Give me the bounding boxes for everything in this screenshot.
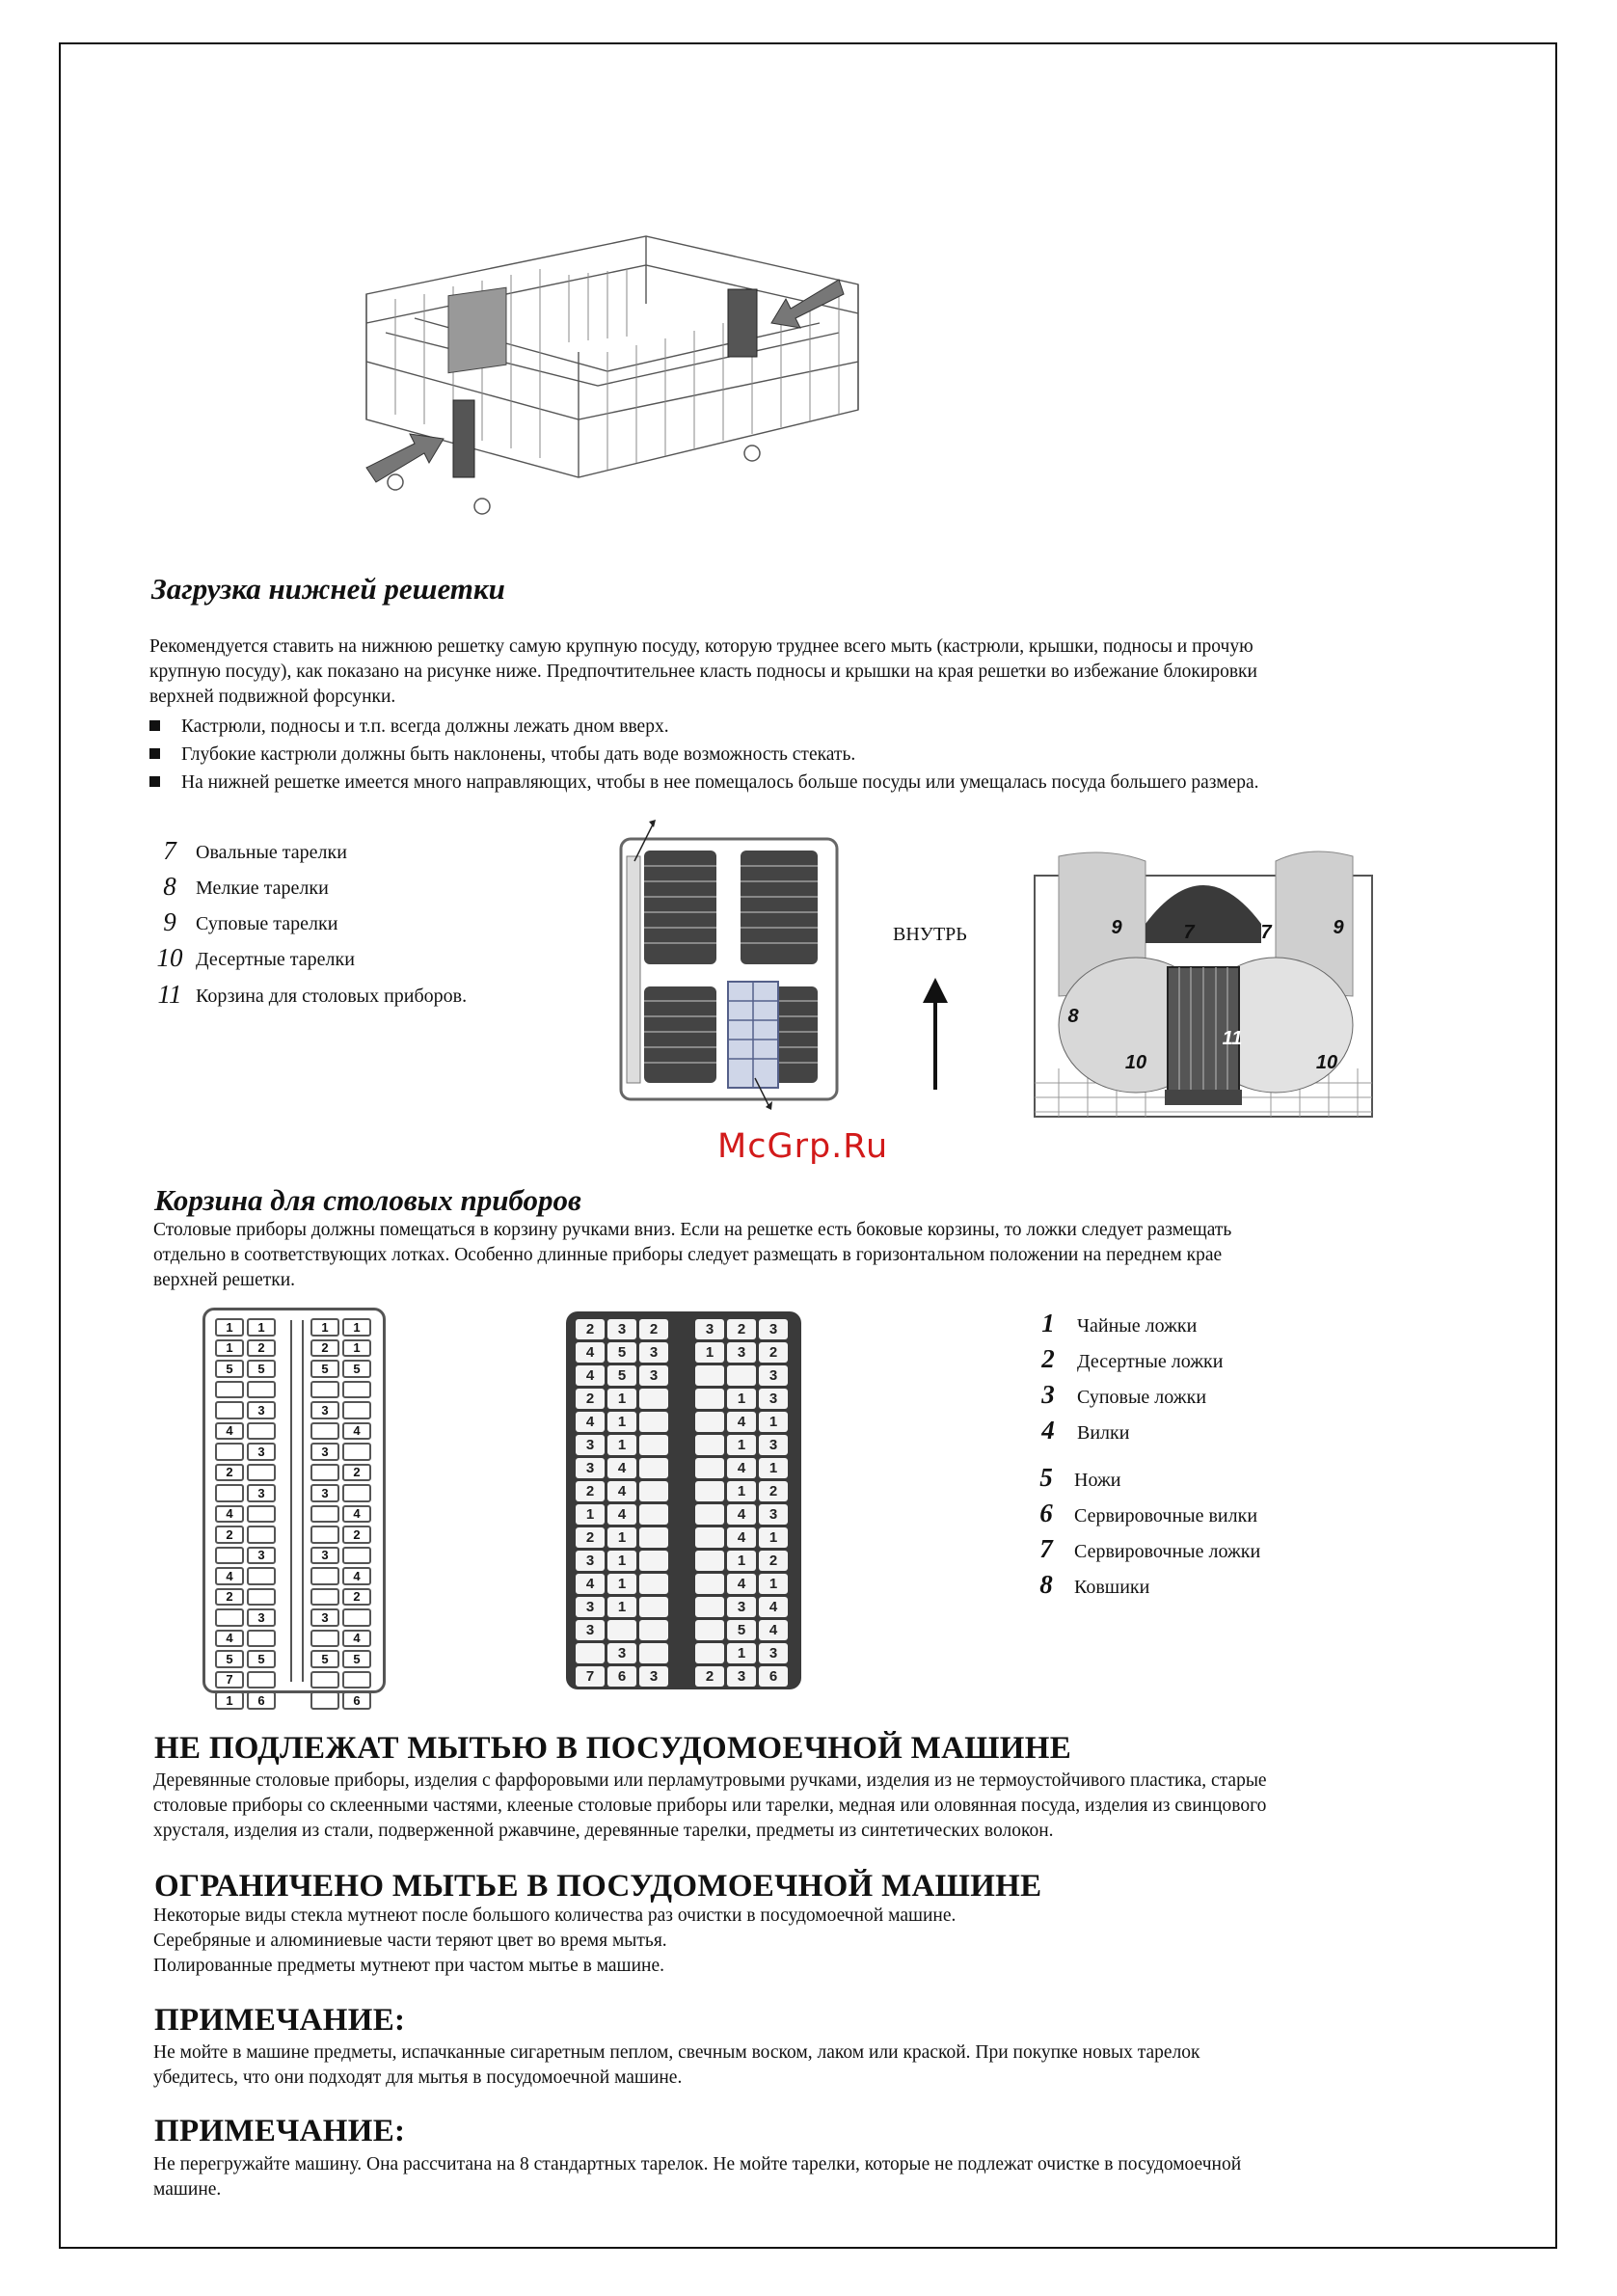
basket-cell: 3 xyxy=(247,1401,276,1419)
legend-label: Ножи xyxy=(1074,1470,1121,1491)
basket-cell: 2 xyxy=(576,1389,605,1409)
basket-cell: 4 xyxy=(215,1567,244,1585)
rack-number: 11 xyxy=(1222,1028,1243,1049)
basket-cell xyxy=(247,1381,276,1399)
basket-cell xyxy=(639,1412,668,1432)
basket-cell xyxy=(639,1527,668,1548)
basket-cell: 7 xyxy=(576,1666,605,1687)
basket-cell: 2 xyxy=(247,1339,276,1358)
basket-cell: 2 xyxy=(342,1526,371,1544)
basket-cell: 3 xyxy=(759,1365,788,1386)
basket-cell: 3 xyxy=(576,1620,605,1640)
basket-cell xyxy=(695,1551,724,1571)
basket-cell: 6 xyxy=(247,1691,276,1710)
basket-cell: 3 xyxy=(727,1342,756,1363)
rack-number: 7 xyxy=(1207,852,1219,874)
basket-cell: 5 xyxy=(215,1650,244,1668)
basket-cell: 4 xyxy=(576,1412,605,1432)
bullet-square-icon xyxy=(149,776,160,787)
basket-cell xyxy=(247,1567,276,1585)
basket-cell: 3 xyxy=(727,1597,756,1617)
legend-label: Ковшики xyxy=(1074,1577,1150,1598)
basket-cell: 6 xyxy=(759,1666,788,1687)
basket-cell: 3 xyxy=(639,1666,668,1687)
basket-cell xyxy=(695,1481,724,1501)
paragraph-line: верхней подвижной форсунки. xyxy=(149,687,396,707)
basket-cell: 1 xyxy=(727,1389,756,1409)
paragraph-line: крупную посуду), как показано на рисунке ниже. Предпочтительнее класть подносы и крышки на края решетки во избежание блокировки xyxy=(149,662,1257,682)
watermark: McGrp.Ru xyxy=(717,1127,889,1166)
basket-cell: 2 xyxy=(310,1339,339,1358)
basket-cell: 3 xyxy=(607,1319,636,1339)
basket-cell: 1 xyxy=(342,1339,371,1358)
basket-cell: 5 xyxy=(727,1620,756,1640)
basket-cell: 1 xyxy=(607,1412,636,1432)
basket-cell: 2 xyxy=(342,1588,371,1607)
legend-label: Мелкие тарелки xyxy=(196,878,329,899)
basket-cell xyxy=(695,1597,724,1617)
basket-cell: 5 xyxy=(342,1650,371,1668)
legend-number: 11 xyxy=(157,980,182,1009)
basket-cell xyxy=(727,1365,756,1386)
basket-cell xyxy=(607,1620,636,1640)
section-paragraph xyxy=(153,1769,1267,1844)
cutlery-basket-right xyxy=(566,1311,801,1689)
legend-number: 8 xyxy=(1039,1570,1053,1599)
basket-cell xyxy=(247,1422,276,1441)
legend-label: Десертные ложки xyxy=(1077,1351,1224,1372)
basket-cell xyxy=(576,1643,605,1663)
basket-cell: 5 xyxy=(607,1365,636,1386)
basket-cell: 1 xyxy=(727,1435,756,1455)
basket-cell: 4 xyxy=(215,1422,244,1441)
basket-cell: 4 xyxy=(576,1365,605,1386)
basket-cell: 1 xyxy=(607,1389,636,1409)
basket-cell xyxy=(342,1401,371,1419)
basket-cell xyxy=(342,1381,371,1399)
basket-cell xyxy=(695,1620,724,1640)
basket-cell: 2 xyxy=(759,1481,788,1501)
basket-cell: 1 xyxy=(215,1339,244,1358)
legend-number: 9 xyxy=(163,907,176,936)
basket-cell: 1 xyxy=(607,1435,636,1455)
rack-number: 8 xyxy=(1067,1006,1079,1027)
basket-cell xyxy=(310,1588,339,1607)
basket-cell: 1 xyxy=(727,1643,756,1663)
basket-cell: 1 xyxy=(215,1318,244,1337)
legend-label: Суповые ложки xyxy=(1077,1387,1207,1408)
basket-cell: 1 xyxy=(607,1551,636,1571)
bullet-item: Глубокие кастрюли должны быть наклонены, чтобы дать воде возможность стекать. xyxy=(149,744,855,766)
rack-number: 9 xyxy=(1111,917,1122,938)
basket-cell xyxy=(695,1435,724,1455)
legend-number: 6 xyxy=(1039,1499,1053,1527)
basket-cell xyxy=(695,1504,724,1525)
paragraph-line: Деревянные столовые приборы, изделия с фарфоровыми или перламутровыми ручками, изделия из не термоустойчивого пластика, старые xyxy=(153,1770,1267,1791)
legend-number: 7 xyxy=(1039,1534,1053,1563)
basket-cell: 4 xyxy=(576,1574,605,1594)
basket-cell xyxy=(342,1671,371,1689)
basket-cell xyxy=(639,1551,668,1571)
basket-cell: 3 xyxy=(759,1643,788,1663)
basket-cell xyxy=(310,1671,339,1689)
bullet-square-icon xyxy=(149,748,160,759)
basket-cell xyxy=(215,1401,244,1419)
basket-cell: 3 xyxy=(759,1435,788,1455)
paragraph-line: Не мойте в машине предметы, испачканные сигаретным пеплом, свечным воском, лаком или краской. При покупке новых тарелок xyxy=(153,2042,1200,2063)
basket-cell: 3 xyxy=(695,1319,724,1339)
legend-label: Суповые тарелки xyxy=(196,913,338,934)
basket-cell xyxy=(310,1567,339,1585)
basket-cell xyxy=(342,1443,371,1461)
section-paragraph xyxy=(153,2152,1241,2202)
basket-cell: 4 xyxy=(727,1527,756,1548)
bullet-item: На нижней решетке имеется много направляющих, чтобы в нее помещалось больше посуды или умещалась посуда большего размера. xyxy=(149,772,1258,794)
section-title-cutlery-basket: Корзина для столовых приборов xyxy=(154,1183,581,1217)
legend-label: Овальные тарелки xyxy=(196,842,347,863)
basket-cell: 1 xyxy=(310,1318,339,1337)
basket-cell xyxy=(639,1643,668,1663)
rack-number: 10 xyxy=(1315,1052,1338,1073)
basket-cell: 1 xyxy=(695,1342,724,1363)
section-paragraph xyxy=(153,1218,1231,1293)
paragraph-line: столовые приборы со склеенными частями, клееные столовые приборы или тарелки, медная или оловянная посуда, изделия из свинцового xyxy=(153,1796,1267,1816)
basket-cell: 3 xyxy=(576,1551,605,1571)
paragraph-line: Серебряные и алюминиевые части теряют цвет во время мытья. xyxy=(153,1931,667,1951)
basket-cell: 4 xyxy=(759,1620,788,1640)
paragraph-line: верхней решетки. xyxy=(153,1270,296,1290)
basket-cell: 2 xyxy=(576,1319,605,1339)
legend-number: 4 xyxy=(1041,1416,1055,1445)
basket-cell xyxy=(695,1365,724,1386)
basket-cell xyxy=(215,1608,244,1627)
basket-cell: 3 xyxy=(247,1443,276,1461)
basket-cell: 4 xyxy=(607,1458,636,1478)
basket-cell: 4 xyxy=(727,1458,756,1478)
legend-number: 5 xyxy=(1039,1463,1053,1492)
section-title-note: ПРИМЕЧАНИЕ: xyxy=(154,2114,406,2148)
paragraph-line: Не перегружайте машину. Она рассчитана на 8 стандартных тарелок. Не мойте тарелки, которые не подлежат очистке в посудомоечной xyxy=(153,2154,1242,2174)
legend-label: Чайные ложки xyxy=(1077,1315,1198,1337)
basket-cell: 1 xyxy=(247,1318,276,1337)
basket-cell xyxy=(310,1526,339,1544)
basket-cell: 3 xyxy=(310,1443,339,1461)
basket-cell: 1 xyxy=(759,1412,788,1432)
basket-cell xyxy=(639,1504,668,1525)
legend-label: Сервировочные вилки xyxy=(1074,1505,1258,1526)
rack-number: 7 xyxy=(1183,922,1195,943)
legend-number: 1 xyxy=(1041,1309,1055,1337)
section-paragraph xyxy=(153,2040,1200,2091)
basket-cell: 5 xyxy=(247,1360,276,1378)
basket-cell: 1 xyxy=(607,1597,636,1617)
legend-label: Сервировочные ложки xyxy=(1074,1541,1261,1562)
legend-number: 7 xyxy=(163,836,176,865)
basket-cell: 3 xyxy=(576,1435,605,1455)
basket-cell: 4 xyxy=(215,1505,244,1524)
basket-cell: 2 xyxy=(215,1526,244,1544)
legend-number: 10 xyxy=(156,943,183,972)
basket-cell xyxy=(310,1630,339,1648)
rack-top-view-diagram xyxy=(615,818,843,1112)
paragraph-line: убедитесь, что они подходят для мытья в посудомоечной машине. xyxy=(153,2067,683,2088)
basket-cell xyxy=(695,1389,724,1409)
basket-cell xyxy=(695,1574,724,1594)
basket-cell: 4 xyxy=(607,1481,636,1501)
basket-cell xyxy=(247,1630,276,1648)
basket-cell xyxy=(639,1597,668,1617)
basket-cell xyxy=(247,1526,276,1544)
section-title-note: ПРИМЕЧАНИЕ: xyxy=(154,2003,406,2038)
basket-cell: 1 xyxy=(607,1527,636,1548)
basket-cell: 3 xyxy=(639,1342,668,1363)
section-title-limited: ОГРАНИЧЕНО МЫТЬЕ В ПОСУДОМОЕЧНОЙ МАШИНЕ xyxy=(154,1869,1042,1904)
basket-divider xyxy=(290,1320,304,1682)
basket-cell: 1 xyxy=(607,1574,636,1594)
paragraph-line: Некоторые виды стекла мутнеют после большого количества раз очистки в посудомоечной машине. xyxy=(153,1905,957,1926)
rack-loaded-illustration xyxy=(1030,837,1377,1131)
rack-number: 9 xyxy=(1333,917,1344,938)
basket-cell: 3 xyxy=(759,1504,788,1525)
basket-cell: 2 xyxy=(695,1666,724,1687)
basket-cell: 5 xyxy=(342,1360,371,1378)
bullet-square-icon xyxy=(149,720,160,731)
basket-cell xyxy=(639,1574,668,1594)
basket-cell xyxy=(310,1464,339,1482)
section-title-lower-rack: Загрузка нижней решетки xyxy=(151,572,505,606)
basket-cell: 5 xyxy=(247,1650,276,1668)
legend-label: Корзина для столовых приборов. xyxy=(196,986,468,1007)
basket-cell: 2 xyxy=(639,1319,668,1339)
up-arrow-icon xyxy=(921,976,950,1092)
basket-cell: 3 xyxy=(247,1608,276,1627)
basket-cell xyxy=(695,1412,724,1432)
basket-cell: 1 xyxy=(759,1527,788,1548)
basket-cell: 4 xyxy=(342,1505,371,1524)
rack-number: 7 xyxy=(1260,922,1272,943)
basket-cell: 2 xyxy=(576,1481,605,1501)
basket-cell xyxy=(639,1620,668,1640)
basket-cell: 2 xyxy=(759,1342,788,1363)
basket-cell: 3 xyxy=(576,1597,605,1617)
legend-label: Вилки xyxy=(1077,1422,1130,1444)
section-title-not-washable: НЕ ПОДЛЕЖАТ МЫТЬЮ В ПОСУДОМОЕЧНОЙ МАШИНЕ xyxy=(154,1731,1072,1766)
basket-cell: 5 xyxy=(607,1342,636,1363)
basket-cell: 1 xyxy=(215,1691,244,1710)
paragraph-line: машине. xyxy=(153,2179,222,2200)
bullet-item: Кастрюли, подносы и т.п. всегда должны лежать дном вверх. xyxy=(149,716,669,738)
basket-cell: 2 xyxy=(215,1588,244,1607)
paragraph-line: Столовые приборы должны помещаться в корзину ручками вниз. Если на решетке есть боковые корзины, то ложки следует размещать xyxy=(153,1220,1232,1240)
basket-cell: 1 xyxy=(727,1481,756,1501)
basket-cell xyxy=(639,1435,668,1455)
basket-cell xyxy=(695,1643,724,1663)
basket-cell xyxy=(247,1464,276,1482)
basket-cell: 4 xyxy=(576,1342,605,1363)
basket-cell: 3 xyxy=(310,1484,339,1502)
basket-cell: 4 xyxy=(727,1412,756,1432)
basket-cell: 3 xyxy=(759,1319,788,1339)
basket-cell: 4 xyxy=(342,1567,371,1585)
paragraph-line: хрусталя, изделия из стали, подверженной ржавчине, деревянные тарелки, предметы из синтетических волокон. xyxy=(153,1821,1054,1841)
basket-cell xyxy=(310,1381,339,1399)
basket-cell xyxy=(342,1484,371,1502)
basket-cell: 3 xyxy=(247,1484,276,1502)
basket-cell xyxy=(695,1458,724,1478)
legend-number: 3 xyxy=(1041,1380,1055,1409)
basket-cell: 3 xyxy=(310,1401,339,1419)
basket-cell: 4 xyxy=(342,1630,371,1648)
basket-cell: 1 xyxy=(759,1458,788,1478)
basket-cell: 3 xyxy=(576,1458,605,1478)
paragraph-line: Полированные предметы мутнеют при частом мытье в машине. xyxy=(153,1956,664,1976)
legend-number: 2 xyxy=(1041,1344,1055,1373)
rack-number: 10 xyxy=(1124,1052,1147,1073)
basket-cell xyxy=(310,1691,339,1710)
basket-cell: 2 xyxy=(342,1464,371,1482)
basket-cell: 4 xyxy=(727,1574,756,1594)
basket-cell xyxy=(247,1505,276,1524)
basket-cell xyxy=(639,1389,668,1409)
legend-label: Десертные тарелки xyxy=(196,949,355,970)
basket-cell: 1 xyxy=(342,1318,371,1337)
basket-cell xyxy=(310,1422,339,1441)
basket-cell: 1 xyxy=(759,1574,788,1594)
lower-rack-illustration xyxy=(357,217,877,535)
basket-cell xyxy=(215,1381,244,1399)
basket-cell xyxy=(342,1547,371,1565)
basket-cell: 5 xyxy=(310,1360,339,1378)
basket-cell xyxy=(247,1671,276,1689)
basket-cell: 2 xyxy=(759,1551,788,1571)
basket-cell: 3 xyxy=(639,1365,668,1386)
basket-cell: 3 xyxy=(310,1608,339,1627)
basket-cell: 2 xyxy=(215,1464,244,1482)
basket-cell xyxy=(215,1547,244,1565)
basket-cell xyxy=(342,1608,371,1627)
section-paragraph xyxy=(149,635,1257,710)
cutlery-basket-left xyxy=(202,1308,386,1708)
basket-cell: 3 xyxy=(247,1547,276,1565)
basket-cell: 4 xyxy=(759,1597,788,1617)
legend-number: 8 xyxy=(163,872,176,901)
basket-cell: 3 xyxy=(727,1666,756,1687)
basket-cell: 2 xyxy=(727,1319,756,1339)
basket-cell: 2 xyxy=(576,1527,605,1548)
basket-cell xyxy=(695,1527,724,1548)
inside-label: ВНУТРЬ xyxy=(893,924,967,945)
basket-cell: 5 xyxy=(215,1360,244,1378)
basket-cell: 4 xyxy=(342,1422,371,1441)
basket-cell: 1 xyxy=(576,1504,605,1525)
basket-cell: 3 xyxy=(607,1643,636,1663)
basket-cell: 6 xyxy=(607,1666,636,1687)
paragraph-line: Рекомендуется ставить на нижнюю решетку самую крупную посуду, которую труднее всего мыть (кастрюли, крышки, подносы и прочую xyxy=(149,636,1253,657)
paragraph-line: отдельно в соответствующих лотках. Особенно длинные приборы следует размещать в горизонтальном положении на переднем крае xyxy=(153,1245,1223,1265)
basket-cell: 4 xyxy=(215,1630,244,1648)
basket-cell: 3 xyxy=(310,1547,339,1565)
basket-cell xyxy=(247,1588,276,1607)
basket-cell: 3 xyxy=(759,1389,788,1409)
basket-cell xyxy=(215,1443,244,1461)
basket-cell: 5 xyxy=(310,1650,339,1668)
basket-cell: 4 xyxy=(607,1504,636,1525)
basket-cell: 1 xyxy=(727,1551,756,1571)
basket-cell xyxy=(215,1484,244,1502)
basket-cell xyxy=(310,1505,339,1524)
basket-cell: 6 xyxy=(342,1691,371,1710)
basket-cell xyxy=(639,1481,668,1501)
basket-cell: 7 xyxy=(215,1671,244,1689)
section-paragraph xyxy=(153,1904,956,1979)
basket-cell xyxy=(639,1458,668,1478)
basket-cell: 4 xyxy=(727,1504,756,1525)
